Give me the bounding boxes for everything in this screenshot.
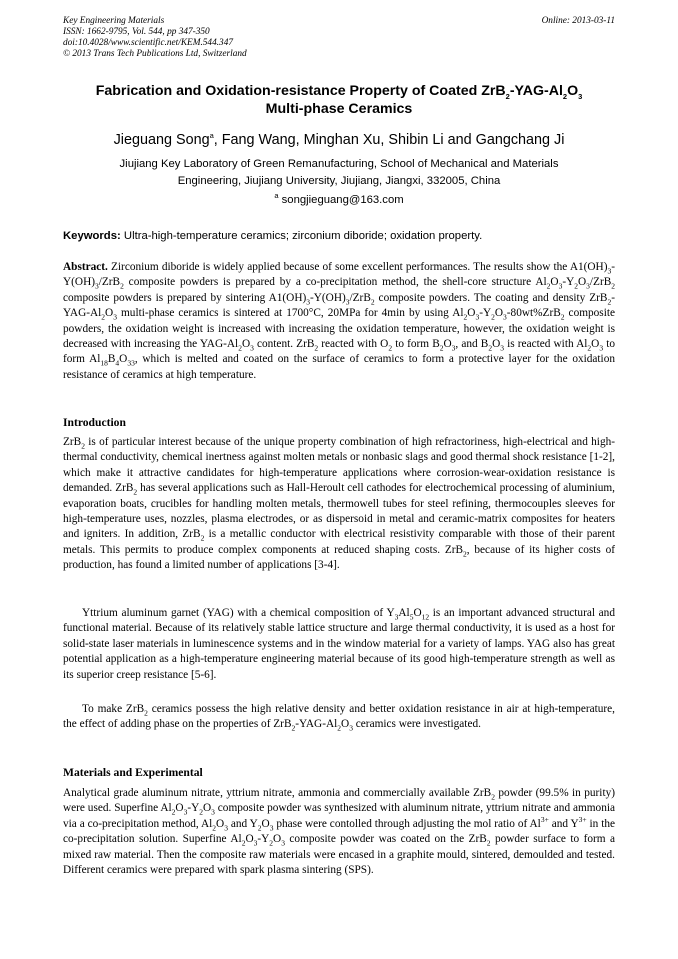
journal-name: Key Engineering Materials bbox=[63, 16, 165, 26]
paper-title bbox=[40, 82, 638, 118]
author-list: Jieguang Song$^a$, Fang Wang, Minghan Xu, Shibin Li and Gangchang Ji bbox=[113, 131, 565, 148]
journal-issn: ISSN: 1662-9795, Vol. 544, pp 347-350 bbox=[63, 27, 210, 37]
title-line-1: Fabrication and Oxidation-resistance Property of Coated $ZrB_2-YAG-Al_2O_3$ bbox=[95, 83, 583, 101]
abstract: Abstract. Zirconium diboride is widely applied because of some excellent performances. The results show the $A1(OH)_3-Y(OH)_3/ZrB_2$ composite powders is prepared by a co-precipitation method, the shell-core structure $Al_2O_3-Y_2O_3/ZrB_2$ composite powders is prepared by sintering $A1(OH)_3-Y(OH)_3/ZrB_2$ composite powders. The coating and density $ZrB_2-YAG-Al_2O_3$ multi-phase ceramics is sintered at 1700°C, 20MPa for 4min by using $Al_2O_3-Y_2O_3-80wt\%ZrB_2$ composite powders, the oxidation weight is increased with increasing the oxidation temperature, however, the oxidation weight is decreased with increasing the YAG-$Al_2O_3$ content. ZrB$_2$ reacted with $O_2$ to form $B_2O_3$, and $B_2O_3$ is reacted with $Al_2O_3$ to form $Al_{18}B_4O_{33}$, which is melted and coated on the surface of ceramics to form a protective layer for the oxidation resistance of ceramics at high temperature. bbox=[63, 261, 615, 381]
journal-doi: doi:10.4028/www.scientific.net/KEM.544.347 bbox=[63, 38, 233, 48]
intro-paragraph-3: To make ZrB$_2$ ceramics possess the high relative density and better oxidation resistance in air at high-temperature, the effect of adding phase on the properties of $ZrB_2-YAG-Al_2O_3$ ceramics were investigated. bbox=[63, 703, 615, 733]
intro-paragraph-2: Yttrium aluminum garnet (YAG) with a chemical composition of $Y_3Al_5O_{12}$ is an important advanced structural and functional material. Because of its relatively stable lattice structure and large thermal conductivity, it is used as a host for solid-state laser materials in luminescence systems and in the window material for a variety of lamps. YAG also has great potential application as a high-temperature engineering material because of its good high-temperature strength as well as its superior creep resistance [5-6]. bbox=[63, 607, 615, 681]
materials-paragraph: Analytical grade aluminum nitrate, yttrium nitrate, ammonia and commercially available ZrB$_2$ powder (99.5% in purity) were used. Superfine $Al_2O_3-Y_2O_3$ composite powder was synthesized with aluminum nitrate, yttrium nitrate and ammonia via a co-precipitation method, $Al_2O_3$ and $Y_2O_3$ phase were contolled through adjusting the mol ratio of $Al^{3+}$ and $Y^{3+}$ in the co-precipitation solution. Superfine $Al_2O_3-Y_2O_3$ composite powder was coated on the ZrB$_2$ powder surface to form a mixed raw material. Then the composite raw materials were encased in a graphite mould, sintered, demoulded and tested. Different ceramics were prepared with spark plasma sintering (SPS). bbox=[63, 787, 615, 877]
intro-paragraph-1: ZrB$_2$ is of particular interest because of the unique property combination of high refractoriness, high-electrical and high-thermal conductivity, chemical inertness against molten metals or nonbasic slags and good thermal shock resistance [1-2], which make it attractive candidates for high-temperature applications where corrosion-wear-oxidation resistance is demanded. ZrB$_2$ has several applications such as Hall-Heroult cell cathodes for electrochemical processing of aluminium, evaporation boats, crucibles for handling molten metals, thermowell tubes for steel refining, thermocouples sleeves for high-temperature uses, nozzles, plasma electrodes, or as dispersoid in metal and ceramic-matrix composites for heaters and igniters. In addition, ZrB$_2$ is a metallic conductor with electrical resistivity comparable with those of their parent metals. This permits to produce complex components at reduced shaping costs. ZrB$_2$, because of its higher costs of production, has found a limited number of applications [3-4]. bbox=[63, 436, 616, 572]
title-line-2: Multi-phase Ceramics bbox=[265, 101, 413, 117]
keywords: Keywords: Ultra-high-temperature ceramics; zirconium diboride; oxidation property. bbox=[63, 230, 483, 242]
online-date: Online: 2013-03-11 bbox=[541, 16, 615, 26]
section-heading-introduction: Introduction bbox=[63, 416, 126, 429]
journal-header bbox=[63, 16, 615, 60]
section-heading-materials: Materials and Experimental bbox=[63, 766, 203, 779]
affiliation: Jiujiang Key Laboratory of Green Remanufacturing, School of Mechanical and Materials Engineering, Jiujiang University, Jiujiang, Jiangxi, 332005, China bbox=[119, 158, 559, 187]
journal-copyright: © 2013 Trans Tech Publications Ltd, Switzerland bbox=[63, 49, 247, 59]
author-email: $^a$ songjieguang@163.com bbox=[274, 191, 404, 206]
